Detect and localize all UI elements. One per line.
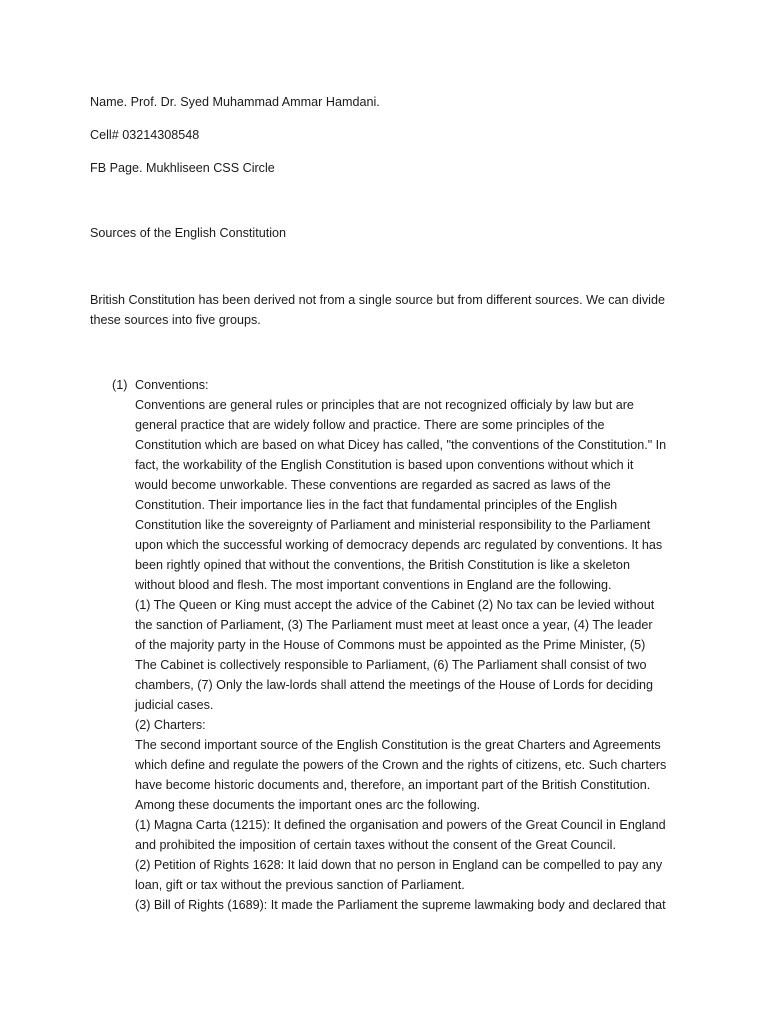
body-line: and prohibited the imposition of certain taxes without the consent of the Great Council. [135,838,616,852]
fb-page-line: FB Page. Mukhliseen CSS Circle [90,161,275,175]
list-number: (1) [112,378,128,392]
body-line: of the majority party in the House of Commons must be appointed as the Prime Minister, (5) [135,638,646,652]
body-line: The second important source of the English Constitution is the great Charters and Agreements [135,738,661,752]
body-line: Constitution which are based on what Dicey has called, "the conventions of the Constitution." In [135,438,667,452]
body-line: (1) Magna Carta (1215): It defined the organisation and powers of the Great Council in England [135,818,666,832]
body-line: Constitution. Their importance lies in the fact that fundamental principles of the English [135,498,618,512]
body-line: which define and regulate the powers of the Crown and the rights of citizens, etc. Such charters [135,758,667,772]
body-line: judicial cases. [135,698,214,712]
document-title: Sources of the English Constitution [90,226,287,240]
body-line: Conventions: [135,378,209,392]
intro-paragraph-line: these sources into five groups. [90,313,261,327]
conventions-section [135,375,680,915]
body-line: loan, gift or tax without the previous sanction of Parliament. [135,878,465,892]
body-line: (2) Charters: [135,718,206,732]
body-line: (3) Bill of Rights (1689): It made the Parliament the supreme lawmaking body and declared that [135,898,666,912]
body-line: Among these documents the important ones arc the following. [135,798,481,812]
body-line: the sanction of Parliament, (3) The Parliament must meet at least once a year, (4) The leader [135,618,653,632]
intro-paragraph-line: British Constitution has been derived not from a single source but from different sources. We can divide [90,293,665,307]
author-name-line: Name. Prof. Dr. Syed Muhammad Ammar Hamdani. [90,95,380,109]
body-line: chambers, (7) Only the law-lords shall attend the meetings of the House of Lords for deciding [135,678,654,692]
body-line: (2) Petition of Rights 1628: It laid down that no person in England can be compelled to pay any [135,858,663,872]
body-line: The Cabinet is collectively responsible to Parliament, (6) The Parliament shall consist of two [135,658,647,672]
cell-number-line: Cell# 03214308548 [90,128,200,142]
body-line: have become historic documents and, therefore, an important part of the British Constitution. [135,778,651,792]
body-line: upon which the successful working of democracy depends arc regulated by conventions. It has [135,538,663,552]
body-line: would become unworkable. These conventions are regarded as sacred as laws of the [135,478,611,492]
body-line: been rightly opined that without the conventions, the British Constitution is like a skeleton [135,558,630,572]
body-line: general practice that are widely follow and practice. There are some principles of the [135,418,605,432]
body-line: Constitution like the sovereignty of Parliament and ministerial responsibility to the Parliament [135,518,651,532]
body-line: without blood and flesh. The most important conventions in England are the following. [135,578,612,592]
body-line: Conventions are general rules or principles that are not recognized officialy by law but are [135,398,634,412]
body-line: fact, the workability of the English Constitution is based upon conventions without which it [135,458,634,472]
body-line: (1) The Queen or King must accept the advice of the Cabinet (2) No tax can be levied without [135,598,655,612]
